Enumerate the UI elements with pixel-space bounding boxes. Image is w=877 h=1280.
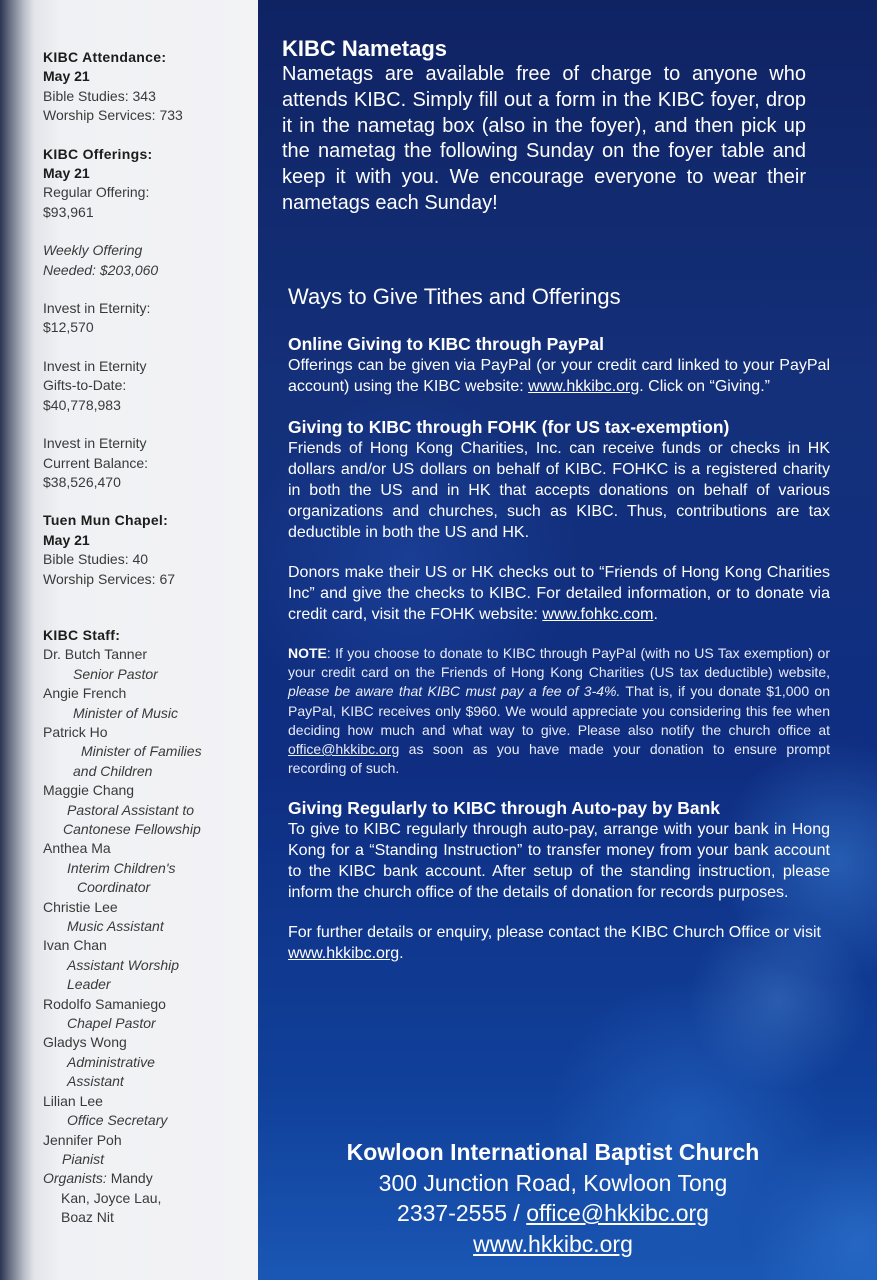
church-name: Kowloon International Baptist Church [346, 1139, 760, 1165]
note-fee-warning: please be aware that KIBC must pay a fee of 3-4%. [288, 683, 621, 700]
church-footer [258, 1137, 848, 1259]
staff-role: Minister of Music [73, 704, 179, 721]
gifts-label-2: Gifts-to-Date: [43, 377, 127, 394]
ways-title: Ways to Give Tithes and Offerings [288, 284, 621, 309]
staff-name: Maggie Chang [43, 782, 135, 799]
further-body [288, 922, 830, 964]
invest-label: Invest in Eternity: [43, 300, 151, 317]
fohkc-website-link[interactable]: www.fohkc.com [542, 606, 654, 623]
paypal-body-end: . Click on “Giving.” [639, 378, 770, 395]
staff-name: Rodolfo Samaniego [43, 995, 166, 1012]
autopay-heading: Giving Regularly to KIBC through Auto-pay by Bank [288, 798, 721, 819]
church-contact [258, 1198, 848, 1229]
church-address: 300 Junction Road, Kowloon Tong [378, 1169, 728, 1196]
regular-offering-label: Regular Offering: [43, 184, 150, 201]
offerings-heading: KIBC Offerings: [43, 145, 153, 162]
staff-role: Office Secretary [67, 1112, 168, 1129]
staff-name: Ivan Chan [43, 937, 107, 954]
staff-name: Christie Lee [43, 898, 118, 915]
tuen-mun-worship: Worship Services: 67 [43, 570, 176, 587]
note-text-3: as soon as you have made your donation to ensure prompt recording of such. [288, 741, 830, 777]
donors-body [288, 562, 830, 625]
attendance-block [43, 48, 255, 126]
church-phone: 2337-2555 / [397, 1200, 527, 1226]
staff-role: and Children [73, 762, 153, 779]
paypal-section [288, 333, 830, 397]
further-body-text: For further details or enquiry, please contact the KIBC Church Office or visit [288, 924, 821, 942]
staff-role: Music Assistant [67, 918, 164, 935]
invest-value: $12,570 [43, 319, 94, 336]
invest-block [43, 299, 255, 338]
weekly-block [43, 241, 255, 280]
staff-role: Leader [67, 976, 111, 993]
staff-name: Angie French [43, 685, 127, 702]
paypal-website-link[interactable]: www.hkkibc.org [528, 378, 640, 395]
organists-line [43, 1169, 255, 1188]
balance-value: $38,526,470 [43, 473, 121, 490]
tuen-mun-block [43, 511, 255, 589]
donors-body-end: . [653, 606, 658, 623]
fohk-heading: Giving to KIBC through FOHK (for US tax-exemption) [288, 417, 730, 437]
staff-name: Dr. Butch Tanner [43, 646, 148, 663]
tuen-mun-heading: Tuen Mun Chapel: [43, 512, 169, 529]
staff-role: Assistant Worship [67, 956, 180, 973]
balance-label-2: Current Balance: [43, 454, 149, 471]
balance-block [43, 434, 255, 492]
balance-label-1: Invest in Eternity [43, 435, 147, 452]
note-label: NOTE [288, 645, 327, 661]
staff-role: Pianist [62, 1150, 105, 1167]
regular-offering-value: $93,961 [43, 203, 94, 220]
further-section [288, 922, 830, 964]
paypal-body-text: Offerings can be given via PayPal (or your credit card linked to your PayPal account) using the KIBC website: [288, 357, 830, 395]
organists-names-3: Boaz Nit [61, 1209, 114, 1226]
sidebar [0, 0, 258, 1280]
organists-names-2: Kan, Joyce Lau, [61, 1189, 162, 1206]
note-text-1: : If you choose to donate to KIBC through PayPal (with no US Tax exemption) or your credit card on the Friends of Hong Kong Charities (US tax deductible) website, [288, 645, 830, 681]
staff-role: Chapel Pastor [67, 1015, 156, 1032]
paypal-body [288, 355, 830, 397]
gifts-block [43, 357, 255, 415]
weekly-offering-label: Weekly Offering [43, 242, 143, 259]
staff-name: Lilian Lee [43, 1092, 103, 1109]
fohk-section [288, 416, 830, 543]
staff-role: Assistant [67, 1073, 124, 1090]
nametags-title: KIBC Nametags [282, 36, 448, 61]
attendance-heading: KIBC Attendance: [43, 49, 167, 65]
donors-body-text: Donors make their US or HK checks out to “Friends of Hong Kong Charities Inc” and give the checks to KIBC. For detailed information, or to donate via credit card, visit the FOHK website: [288, 564, 830, 623]
autopay-section [288, 797, 830, 903]
staff-block [43, 626, 255, 1228]
church-email-link[interactable]: office@hkkibc.org [526, 1200, 709, 1226]
staff-name: Gladys Wong [43, 1034, 127, 1051]
gifts-label-1: Invest in Eternity [43, 357, 147, 374]
note-office-email-link[interactable]: office@hkkibc.org [288, 741, 400, 758]
staff-name: Patrick Ho [43, 723, 108, 740]
weekly-offering-value: Needed: $203,060 [43, 261, 159, 278]
staff-role: Administrative [67, 1053, 155, 1070]
attendance-worship: Worship Services: 733 [43, 107, 183, 124]
further-website-link[interactable]: www.hkkibc.org [288, 945, 400, 963]
staff-heading: KIBC Staff: [43, 626, 121, 643]
staff-role: Cantonese Fellowship [63, 821, 201, 837]
note-text-2: That is, if you donate $1,000 on PayPal, KIBC receives only $960. We would appreciate you considering this fee when deciding how much and what way to give. Please also notify the church office at [288, 683, 830, 738]
fee-note [288, 644, 830, 778]
staff-name: Anthea Ma [43, 840, 111, 857]
autopay-body: To give to KIBC regularly through auto-pay, arrange with your bank in Hong Kong for a “Standing Instruction” to transfer money from your bank account to the KIBC bank account. After setup of the standing instruction, please inform the church office of the details of donation for records purposes. [288, 821, 830, 902]
fohk-body: Friends of Hong Kong Charities, Inc. can receive funds or checks in HK dollars and/or US dollars on behalf of KIBC. FOHKC is a registered charity in both the US and in HK that accepts donations on behalf of various organizations and churches, such as KIBC. Thus, contributions are tax deductible in both the US and HK. [288, 440, 830, 541]
staff-name: Jennifer Poh [43, 1131, 122, 1148]
paypal-heading: Online Giving to KIBC through PayPal [288, 334, 604, 354]
further-body-end: . [399, 945, 404, 963]
staff-role: Coordinator [77, 879, 151, 896]
main-panel [258, 0, 877, 1280]
tuen-mun-date: May 21 [43, 531, 90, 548]
attendance-bible: Bible Studies: 343 [43, 87, 156, 104]
ways-to-give-section [288, 283, 830, 983]
organists-label: Organists: [43, 1170, 107, 1187]
nametags-section [282, 36, 806, 217]
organists-names-1: Mandy [106, 1170, 153, 1187]
donors-section [288, 562, 830, 625]
nametags-body: Nametags are available free of charge to anyone who attends KIBC. Simply fill out a form in the KIBC foyer, drop it in the nametag box (also in the foyer), and then pick up the nametag the following Sunday on the foyer table and keep it with you. We encourage everyone to wear their nametags each Sunday! [282, 63, 806, 214]
sidebar-content [43, 48, 255, 1228]
attendance-date: May 21 [43, 68, 90, 85]
staff-role: Senior Pastor [73, 665, 158, 682]
staff-role: Interim Children's [67, 859, 176, 876]
offerings-date: May 21 [43, 165, 90, 182]
church-website-link[interactable]: www.hkkibc.org [473, 1230, 633, 1257]
gifts-value: $40,778,983 [43, 396, 121, 413]
staff-role: Minister of Families [81, 743, 202, 760]
staff-role: Pastoral Assistant to [67, 801, 195, 818]
tuen-mun-bible: Bible Studies: 40 [43, 551, 149, 568]
offerings-block [43, 145, 255, 223]
